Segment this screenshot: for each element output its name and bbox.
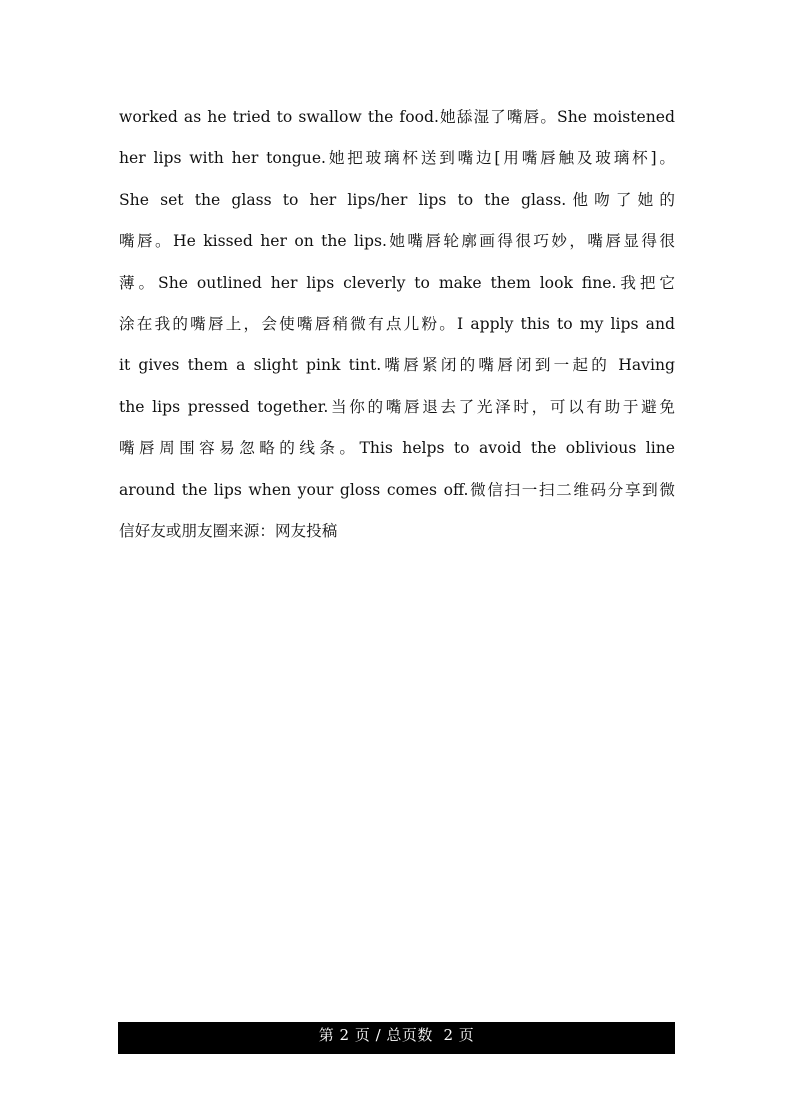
page-footer [118,1022,675,1054]
text-line: She set the glass to her lips/her lips to the glass.他吻了她的 [119,190,675,209]
text-line: worked as he tried to swallow the food.她舔湿了嘴唇。She moistened [119,108,675,126]
text-line: around the lips when your gloss comes off.微信扫一扫二维码分享到微 [119,480,675,499]
text-line: 信好友或朋友圈来源：网友投稿 [119,521,338,540]
page-number-label: 第 2 页 / 总页数 2 页 [318,1026,475,1044]
text-line: 薄。She outlined her lips cleverly to make them look fine.我把它 [119,273,675,292]
text-line: 嘴唇周围容易忽略的线条。This helps to avoid the oblivious line [119,439,675,458]
text-line: it gives them a slight pink tint.嘴唇紧闭的嘴唇闭到一起的 Having [119,356,675,375]
text-line: the lips pressed together.当你的嘴唇退去了光泽时，可以有助于避免 [119,397,675,416]
text-line: her lips with her tongue.她把玻璃杯送到嘴边[用嘴唇触及玻璃杯]。 [119,149,675,168]
body-text [119,97,675,552]
text-line: 嘴唇。He kissed her on the lips.她嘴唇轮廓画得很巧妙，嘴唇显得很 [119,232,675,251]
text-line: 涂在我的嘴唇上，会使嘴唇稍微有点儿粉。I apply this to my lips and [119,314,675,333]
